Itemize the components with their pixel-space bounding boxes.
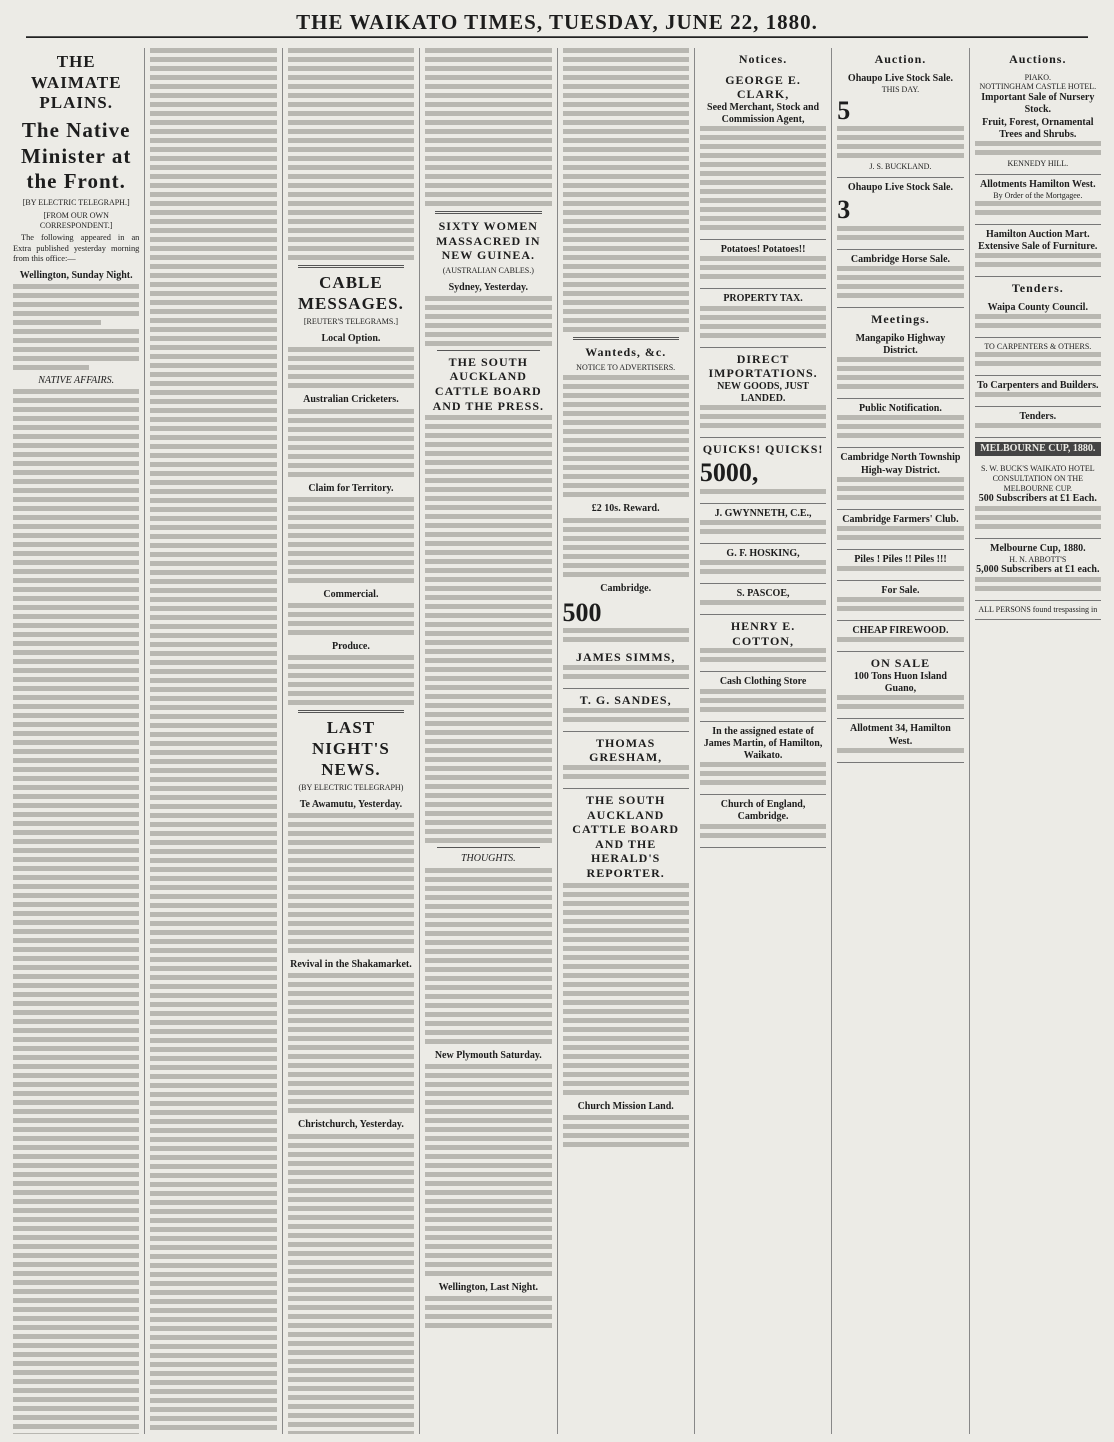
headline-wanteds: Wanteds, &c. [585,345,667,359]
fruit-title: Fruit, Forest, Ornamental Trees and Shrubs. [982,116,1094,140]
article-body [13,284,139,370]
name-pascoe: S. PASCOE, [736,587,790,599]
direct-imports-title: DIRECT IMPORTATIONS. [708,351,818,381]
ad-builders [975,376,1101,407]
headline-last-night: LAST NIGHT'S NEWS. [312,718,390,779]
notice-advertisers: NOTICE TO ADVERTISERS. [576,362,676,372]
waipa-title: Waipa County Council. [987,301,1088,313]
headline-notices: Notices. [738,52,788,66]
ad-mangapiko [837,329,963,399]
property-tax-title: PROPERTY TAX. [723,293,803,305]
article-body-2 [13,389,139,1434]
ad-for-sale [837,581,963,621]
number-5000: 5000, [699,457,759,487]
subscribers-2: 5,000 Subscribers at £1 each. [976,564,1100,576]
mangapiko-title: Mangapiko Highway District. [855,332,946,356]
column-6 [695,48,832,1434]
ad-cambridge-north [837,448,963,509]
aus-cables-byline: (AUSTRALIAN CABLES.) [442,265,534,275]
byline: [BY ELECTRIC TELEGRAPH.] [22,198,130,208]
headline-native-minister: The Native Minister at the Front. [21,118,132,194]
headline-tenders: Tenders. [1011,280,1064,295]
headline-cable: CABLE MESSAGES. [298,273,404,313]
ad-carpenters [975,338,1101,376]
piako: PIAKO. [1024,72,1052,82]
subhead-te-awamutu: Te Awamutu, Yesterday. [299,799,403,811]
carpenters-title: TO CARPENTERS & OTHERS. [984,341,1092,351]
allotment-title: Allotment 34, Hamilton West. [850,723,951,747]
ohaupo-title: Ohaupo Live Stock Sale. [847,72,953,84]
ad-guano [837,652,963,719]
subhead-commercial: Commercial. [323,588,379,600]
kennedy-1: KENNEDY HILL. [1007,158,1069,168]
name-clark: GEORGE E. CLARK, [725,72,801,102]
potatoes-title: Potatoes! Potatoes!! [720,244,806,256]
column-4 [420,48,557,1434]
name-james-simms: JAMES SIMMS, [576,650,676,665]
headline-sixty-women: SIXTY WOMEN MASSACRED IN NEW GUINEA. [436,219,541,263]
reuters-byline: [REUTER'S TELEGRAMS.] [303,317,399,327]
melbourne-banner: MELBOURNE CUP, 1880. [975,442,1101,456]
headline-thoughts: THOUGHTS. [460,853,516,865]
ad-church-england [700,795,826,847]
subhead-christchurch: Christchurch, Yesterday. [298,1119,404,1131]
subhead-local-option: Local Option. [321,333,381,345]
headline-church-mission: Church Mission Land. [577,1100,674,1112]
ad-gwynneth [700,504,826,544]
subhead-cricketers: Australian Cricketers. [303,394,399,406]
subhead-produce: Produce. [332,640,370,652]
byline-2: [FROM OUR OWN CORRESPONDENT.] [39,210,113,230]
auction-mart-title: Hamilton Auction Mart. [986,228,1090,240]
headline-auctions: Auctions. [1009,52,1067,66]
builders-title: To Carpenters and Builders. [977,379,1099,391]
divider-2 [298,710,404,713]
ad-public-notification [837,399,963,448]
mortgagee: By Order of the Mortgagee. [993,190,1083,200]
horse-sale-title: Cambridge Horse Sale. [850,253,951,265]
divider-3 [435,211,541,214]
name-gwynneth: J. GWYNNETH, C.E., [714,507,812,519]
abbott-name: H. N. ABBOTT'S [1009,554,1067,564]
melbourne-cup-title: Melbourne Cup, 1880. [990,542,1086,554]
dateline: Wellington, Sunday Night. [19,270,133,282]
church-england-title: Church of England, Cambridge. [720,799,806,823]
headline-south-auckland: THE SOUTH AUCKLAND CATTLE BOARD AND THE PRESS. [432,354,545,413]
ad-cash-clothing [700,672,826,721]
headline-reward: £2 10s. Reward. [591,503,660,515]
dateline-sydney: Sydney, Yesterday. [448,281,528,293]
column-2 [145,48,282,1434]
article-body-col2 [150,48,276,1434]
ad-waipa [975,298,1101,338]
ad-james-simms [563,646,689,689]
public-notification-title: Public Notification. [859,403,942,415]
ad-direct-imports [700,348,826,439]
martin-title: In the assigned estate of James Martin, of Hamilton, Waikato. [703,725,823,761]
firewood-title: CHEAP FIREWOOD. [852,625,949,637]
subhead-wellington: Wellington, Last Night. [438,1281,539,1293]
column-7 [832,48,969,1434]
subhead-shakamarket: Revival in the Shakamarket. [290,959,412,971]
piles-title: Piles ! Piles !! Piles !!! [854,553,947,565]
furniture-title: Extensive Sale of Furniture. [978,240,1098,252]
guano-title: 100 Tons Huon Island Guano, [853,671,947,695]
ad-abbott [975,539,1101,601]
clark-title: Seed Merchant, Stock and Commission Agent, [707,101,820,126]
ad-trespass [975,601,1101,621]
buck-title: S. W. BUCK'S WAIKATO HOTEL CONSULTATION ON THE MELBOURNE CUP. [981,464,1095,493]
ad-allotments-hamilton [975,175,1101,225]
ad-gresham [563,732,689,789]
this-day: THIS DAY. [881,84,920,94]
ad-hosking [700,544,826,584]
number-3: 3 [837,195,851,225]
ad-cotton [700,615,826,672]
column-8 [970,48,1106,1434]
quicks-title: QUICKS! QUICKS! [702,442,824,457]
ad-ohaupo-2 [837,178,963,250]
column-5 [558,48,695,1434]
number-5: 5 [837,95,851,125]
ad-property-tax [700,289,826,347]
headline-auction: Auction. [874,52,927,66]
ad-tenders-2 [975,407,1101,438]
ad-horse-sale [837,250,963,308]
name-gresham: THOMAS GRESHAM, [589,735,663,765]
divider-5 [437,847,539,848]
nursery-title: Important Sale of Nursery Stock. [981,92,1095,116]
section-native-affairs: NATIVE AFFAIRS. [38,375,115,387]
number-500: 500 [562,597,602,627]
ad-potatoes [700,240,826,289]
column-1 [8,48,145,1434]
ad-piles [837,550,963,581]
columns [8,48,1106,1434]
ad-auction-mart [975,225,1101,277]
ad-nursery [975,69,1101,175]
ad-martin [700,722,826,796]
ad-firewood [837,621,963,652]
ad-sandes [563,689,689,732]
headline-cambridge: Cambridge. [600,582,652,594]
headline-south-auckland-2: THE SOUTH AUCKLAND CATTLE BOARD AND THE HERALD'S REPORTER. [572,792,680,881]
cambridge-north-title: Cambridge North Township High-way District. [840,452,961,476]
divider-4 [437,350,539,351]
name-cotton: HENRY E. COTTON, [730,619,796,648]
ad-quicks [700,438,826,503]
headline-meetings: Meetings. [871,312,930,327]
trespass-text: ALL PERSONS found trespassing in [978,604,1098,614]
ad-allotment [837,719,963,762]
column-3 [283,48,420,1434]
ad-ohaupo-1 [837,69,963,178]
masthead-title: THE WAIKATO TIMES, TUESDAY, JUNE 22, 1880. [296,10,818,34]
article-body-col3-top [288,48,414,260]
ad-clark [700,69,826,241]
ohaupo-title-2: Ohaupo Live Stock Sale. [847,182,953,194]
allotments-title: Allotments Hamilton West. [979,178,1096,190]
divider [298,265,404,268]
subhead-new-plymouth: New Plymouth Saturday. [434,1049,542,1061]
new-goods: NEW GOODS, JUST LANDED. [717,380,809,405]
ad-farmers-club [837,510,963,550]
divider-6 [573,337,679,340]
farmers-club-title: Cambridge Farmers' Club. [842,513,959,525]
on-sale-title: ON SALE [870,656,931,671]
subscribers-title: 500 Subscribers at £1 Each. [978,493,1097,505]
ad-buck-consultation [975,460,1101,538]
for-sale-title: For Sale. [881,585,920,597]
masthead-rule [26,36,1088,38]
name-sandes: T. G. SANDES, [579,693,672,708]
nottingham: NOTTINGHAM CASTLE HOTEL. [979,82,1097,92]
cash-clothing-title: Cash Clothing Store [719,676,807,688]
buckland-1: J. S. BUCKLAND. [869,162,932,172]
headline-waimate: THE WAIMATE PLAINS. [30,52,122,113]
subhead-claim: Claim for Territory. [308,482,394,494]
masthead [14,10,1100,42]
name-hosking: G. F. HOSKING, [726,547,800,559]
ad-pascoe [700,584,826,615]
last-night-byline: (BY ELECTRIC TELEGRAPH) [298,783,404,793]
intro-text: The following appeared in an Extra published yesterday morning from this office:— [13,233,140,263]
tenders-2-title: Tenders. [1019,410,1057,422]
